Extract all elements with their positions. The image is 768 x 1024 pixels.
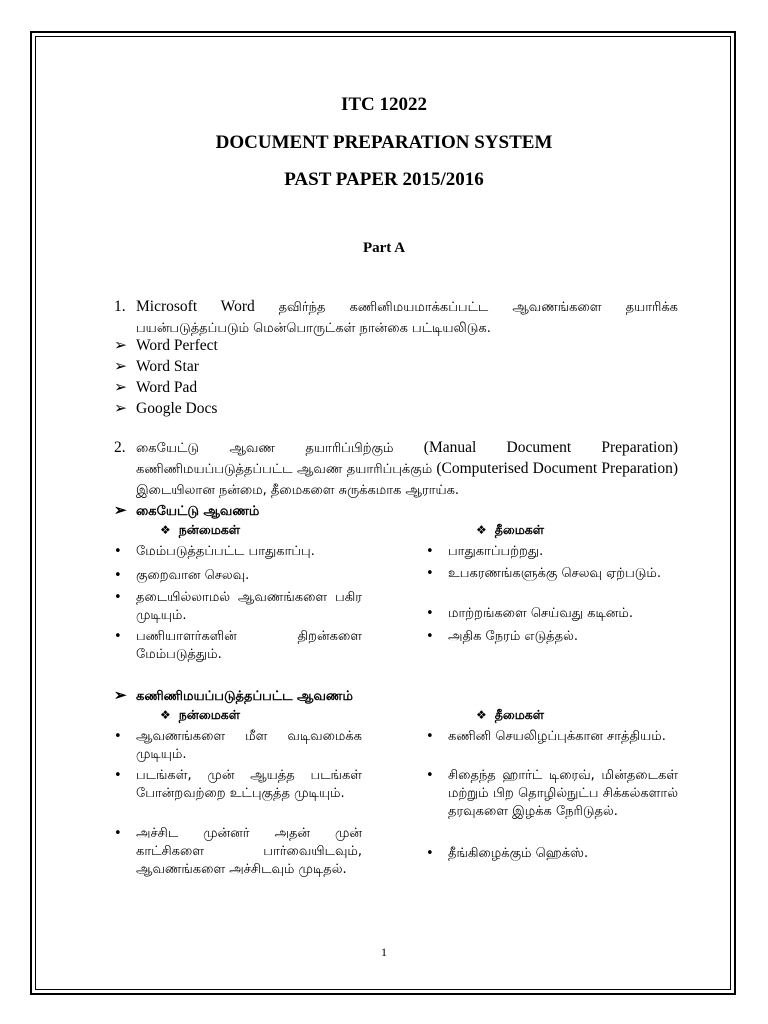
question-number: 1.	[114, 298, 126, 315]
answer-item: ➢ Word Perfect	[114, 337, 218, 354]
disadvantage-item: • உபகரணங்களுக்கு செலவு ஏற்படும்.	[426, 566, 661, 581]
question-2: 2. கையேட்டு ஆவண தயாரிப்பிற்கும் (Manual Document Preparation) கணிணிமயப்படுத்தப்பட்ட ஆவண தயாரிப்புக்கும் (Computerised Document Preparation) இடையிலான நன்மை, தீமைகளை சுருக்கமாக ஆராய்க.	[114, 439, 679, 498]
question-lead: Microsoft Word	[136, 298, 255, 315]
arrow-bullet-icon: ➢	[114, 503, 127, 519]
bullet-icon: •	[426, 566, 434, 581]
question-text: தவிர்ந்த கணினிமயமாக்கப்பட்ட ஆவணங்களை தயாரிக்க பயன்படுத்தப்படும் மென்பொருட்கள் நான்கை பட்டியலிடுக.	[136, 300, 678, 336]
diamond-icon: ❖	[160, 708, 171, 722]
disadvantage-item: • சிதைந்த ஹார்ட் டிரைவ், மின்தடைகள் மற்றும் பிற தொழில்நுட்ப சிக்கல்களால் தரவுகளை இழக்க நேரிடுதல்.	[426, 768, 678, 819]
bullet-icon: •	[114, 568, 122, 583]
advantage-item: • பணியாளர்களின் திறன்களை மேம்படுத்தும்.	[114, 629, 362, 662]
bullet-icon: •	[426, 629, 434, 644]
course-code: ITC 12022	[340, 94, 428, 115]
question-number: 2.	[114, 439, 126, 456]
disadvantages-heading: ❖ தீமைகள்	[476, 522, 545, 537]
section-heading-manual: ➢ கையேட்டு ஆவணம்	[114, 503, 260, 519]
course-title: DOCUMENT PREPARATION SYSTEM	[215, 132, 553, 153]
section-heading-computerised: ➢ கணிணிமயப்படுத்தப்பட்ட ஆவணம்	[114, 688, 353, 704]
advantages-heading: ❖ நன்மைகள்	[160, 522, 241, 537]
arrow-bullet-icon: ➢	[114, 688, 127, 704]
question-1	[114, 297, 678, 339]
disadvantage-item: • தீங்கிழைக்கும் ஹெக்ஸ்.	[426, 846, 589, 861]
bullet-icon: •	[426, 606, 434, 621]
bullet-icon: •	[114, 768, 122, 783]
diamond-icon: ❖	[160, 523, 171, 537]
bullet-icon: •	[114, 629, 122, 644]
paper-title: PAST PAPER 2015/2016	[284, 169, 484, 190]
advantage-item: • படங்கள், முன் ஆயத்த படங்கள் போன்றவற்றை உட்புகுத்த முடியும்.	[114, 768, 362, 801]
bullet-icon: •	[426, 544, 434, 559]
advantage-item: • அச்சிட முன்னர் அதன் முன் காட்சிகளை பார்வையிடவும், ஆவணங்களை அச்சிடவும் முடிதல்.	[114, 826, 362, 877]
arrow-bullet-icon: ➢	[114, 400, 127, 417]
bullet-icon: •	[114, 826, 122, 841]
disadvantage-item: • கணினி செயலிழப்புக்கான சாத்தியம்.	[426, 729, 666, 744]
arrow-bullet-icon: ➢	[114, 379, 127, 396]
page-number: 1	[381, 945, 387, 959]
bullet-icon: •	[426, 729, 434, 744]
bullet-icon: •	[426, 846, 434, 861]
arrow-bullet-icon: ➢	[114, 358, 127, 375]
disadvantages-heading: ❖ தீமைகள்	[476, 707, 545, 722]
bullet-icon: •	[114, 544, 122, 559]
bullet-icon: •	[114, 729, 122, 744]
disadvantage-item: • பாதுகாப்பற்றது.	[426, 544, 544, 559]
arrow-bullet-icon: ➢	[114, 337, 127, 354]
advantage-item: • மேம்படுத்தப்பட்ட பாதுகாப்பு.	[114, 544, 315, 559]
disadvantage-item: • மாற்றங்களை செய்வது கடினம்.	[426, 606, 633, 621]
advantage-item: • குறைவான செலவு.	[114, 568, 250, 583]
diamond-icon: ❖	[476, 708, 487, 722]
advantage-item: • தடையில்லாமல் ஆவணங்களை பகிர முடியும்.	[114, 590, 362, 623]
answer-item: ➢ Word Star	[114, 358, 199, 375]
bullet-icon: •	[114, 590, 122, 605]
advantage-item: • ஆவணங்களை மீள வடிவமைக்க முடியும்.	[114, 729, 362, 762]
answer-item: ➢ Word Pad	[114, 379, 198, 396]
answer-item: ➢ Google Docs	[114, 400, 218, 417]
part-label: Part A	[362, 240, 406, 256]
disadvantage-item: • அதிக நேரம் எடுத்தல்.	[426, 629, 579, 644]
bullet-icon: •	[426, 768, 434, 783]
advantages-heading: ❖ நன்மைகள்	[160, 707, 241, 722]
diamond-icon: ❖	[476, 523, 487, 537]
